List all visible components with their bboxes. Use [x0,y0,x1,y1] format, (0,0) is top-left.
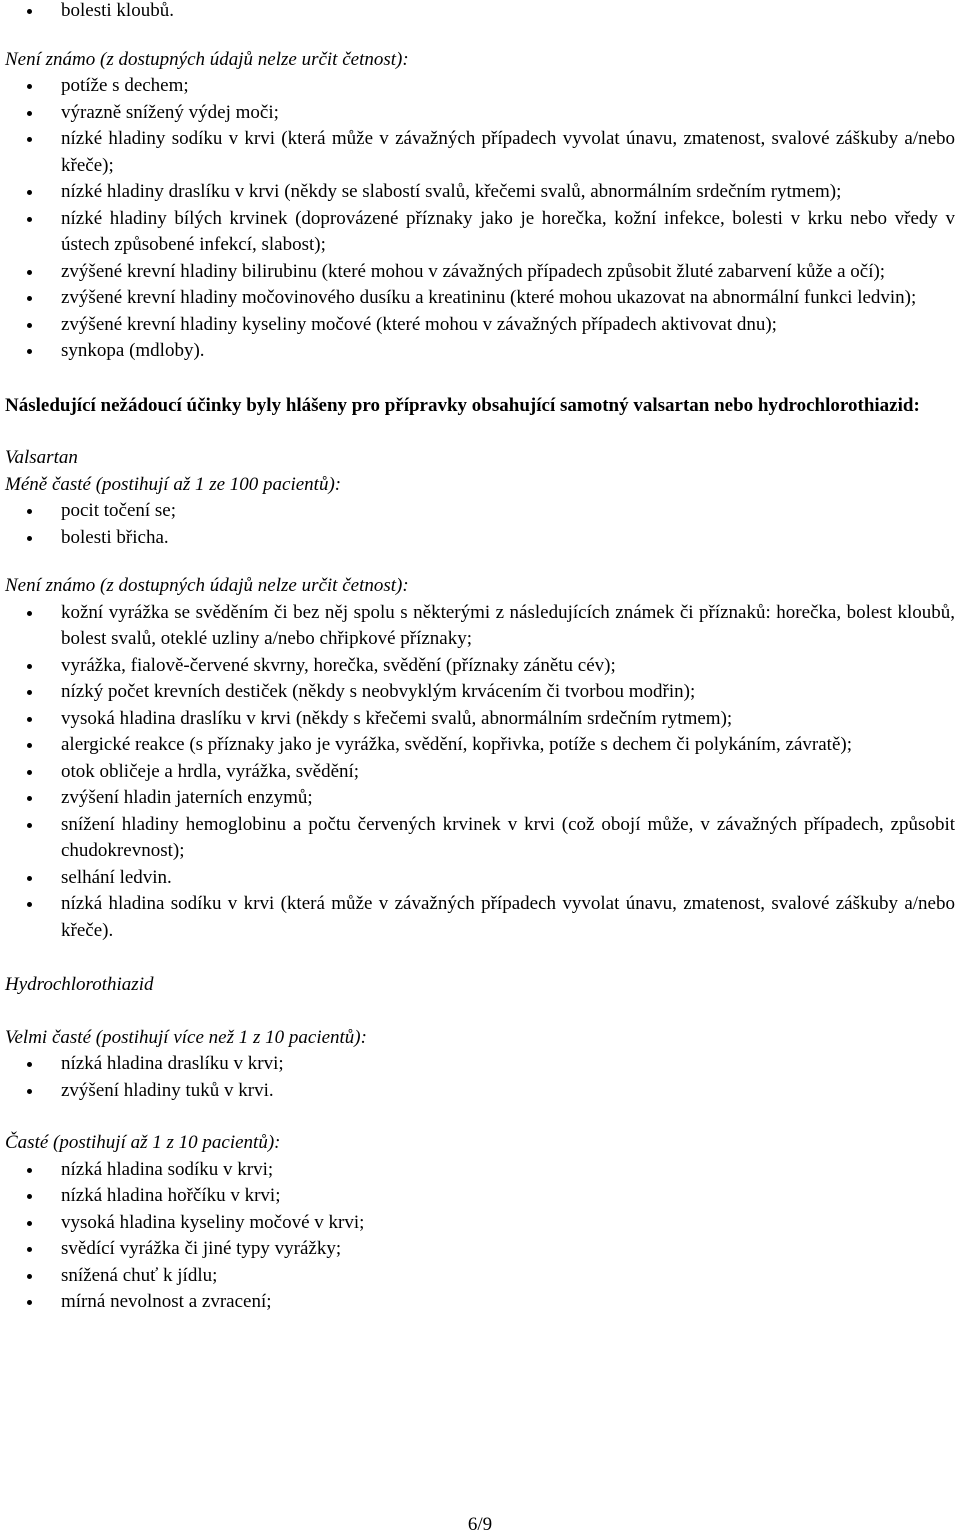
bullet-icon [27,1089,32,1094]
common-label: Časté (postihují až 1 z 10 pacientů): [5,1132,281,1153]
list-item: alergické reakce (s příznaky jako je vyrážka, svědění, kopřivka, potíže s dechem či polykáním, závratě); [5,732,955,759]
bullet-icon [27,9,32,14]
list-item: nízké hladiny draslíku v krvi (někdy se slabostí svalů, křečemi svalů, abnormálním srdečním rytmem); [5,179,955,206]
valsartan-uncommon-label: Méně časté (postihují až 1 ze 100 pacientů): [5,473,342,495]
bullet-icon [27,717,32,722]
bullet-icon [27,270,32,275]
very-common-label: Velmi časté (postihují více než 1 z 10 pacientů): [5,1026,367,1048]
list-item: bolesti kloubů. [5,0,955,25]
bullet-icon [27,876,32,881]
list-item: nízký počet krevních destiček (někdy s neobvyklým krvácením či tvorbou modřin); [5,679,955,706]
list-item: bolesti břicha. [5,525,955,552]
list-item: nízká hladina hořčíku v krvi; [5,1183,955,1210]
list-item: vyrážka, fialově-červené skvrny, horečka, svědění (příznaky zánětu cév); [5,653,955,680]
list-item: zvýšené krevní hladiny bilirubinu (které mohou v závažných případech způsobit žluté zabarvení kůže a očí); [5,259,955,286]
bullet-icon [27,111,32,116]
list-item: vysoká hladina draslíku v krvi (někdy s křečemi svalů, abnormálním srdečním rytmem); [5,706,955,733]
valsartan-unknown-label: Není známo (z dostupných údajů nelze určit četnost): [5,575,409,596]
bullet-icon [27,1247,32,1252]
valsartan-uncommon-list [5,498,955,551]
list-item: snížená chuť k jídlu; [5,1263,955,1290]
list-item: selhání ledvin. [5,865,955,892]
valsartan-unknown-list [5,600,955,945]
list-item: vysoká hladina kyseliny močové v krvi; [5,1210,955,1237]
bullet-icon [27,1274,32,1279]
bullet-icon [27,664,32,669]
list-item: mírná nevolnost a zvracení; [5,1289,955,1316]
bullet-icon [27,743,32,748]
common-list [5,1157,955,1316]
list-item: nízká hladina sodíku v krvi; [5,1157,955,1184]
bullet-icon [27,323,32,328]
bullet-icon [27,796,32,801]
bullet-icon [27,536,32,541]
list-item: svědící vyrážka či jiné typy vyrážky; [5,1236,955,1263]
bullet-icon [27,217,32,222]
bullet-icon [27,611,32,616]
bullet-icon [27,296,32,301]
list-item: otok obličeje a hrdla, vyrážka, svědění; [5,759,955,786]
bullet-icon [27,1194,32,1199]
valsartan-title: Valsartan [5,447,78,468]
bullet-icon [27,349,32,354]
bullet-icon [27,770,32,775]
bullet-icon [27,137,32,142]
list-item: nízká hladina draslíku v krvi; [5,1051,955,1078]
bullet-icon [27,190,32,195]
list-item: kožní vyrážka se svěděním či bez něj spolu s některými z následujících známek či příznaků: horečka, bolest kloubů, bolest svalů, oteklé uzliny a/nebo chřipkové příznaky; [5,600,955,653]
bullet-icon [27,509,32,514]
list-item: zvýšení hladin jaterních enzymů; [5,785,955,812]
bullet-icon [27,1221,32,1226]
hydrochlorothiazide-title: Hydrochlorothiazid [5,974,154,995]
bullet-icon [27,1168,32,1173]
document-content [5,0,955,1316]
list-item: potíže s dechem; [5,73,955,100]
list-item: zvýšené krevní hladiny kyseliny močové (které mohou v závažných případech aktivovat dnu); [5,312,955,339]
list-item: nízká hladina sodíku v krvi (která může v závažných případech vyvolat únavu, zmatenost, svalové záškuby a/nebo křeče). [5,891,955,944]
bullet-icon [27,902,32,907]
bullet-icon [27,1300,32,1305]
list-item: pocit točení se; [5,498,955,525]
list-item: synkopa (mdloby). [5,338,955,365]
bullet-icon [27,823,32,828]
list-item: zvýšené krevní hladiny močovinového dusíku a kreatininu (které mohou ukazovat na abnormální funkci ledvin); [5,285,955,312]
list-item: výrazně snížený výdej moči; [5,100,955,127]
list-item: nízké hladiny sodíku v krvi (která může v závažných případech vyvolat únavu, zmatenost, svalové záškuby a/nebo křeče); [5,126,955,179]
frequency-unknown-label: Není známo (z dostupných údajů nelze určit četnost): [5,48,409,70]
page-number: 6/9 [467,1514,493,1535]
top-bullet-list [5,0,955,25]
very-common-list [5,1051,955,1104]
bullet-icon [27,84,32,89]
bullet-icon [27,1062,32,1067]
frequency-unknown-list [5,73,955,365]
reported-effects-heading: Následující nežádoucí účinky byly hlášeny pro přípravky obsahující samotný valsartan nebo hydrochlorothiazid: [5,394,920,416]
list-item: nízké hladiny bílých krvinek (doprovázené příznaky jako je horečka, kožní infekce, bolesti v krku nebo vředy v ústech způsobené infekcí, slabost); [5,206,955,259]
bullet-icon [27,690,32,695]
list-item: snížení hladiny hemoglobinu a počtu červených krvinek v krvi (což obojí může, v závažných případech, způsobit chudokrevnost); [5,812,955,865]
list-item: zvýšení hladiny tuků v krvi. [5,1078,955,1105]
